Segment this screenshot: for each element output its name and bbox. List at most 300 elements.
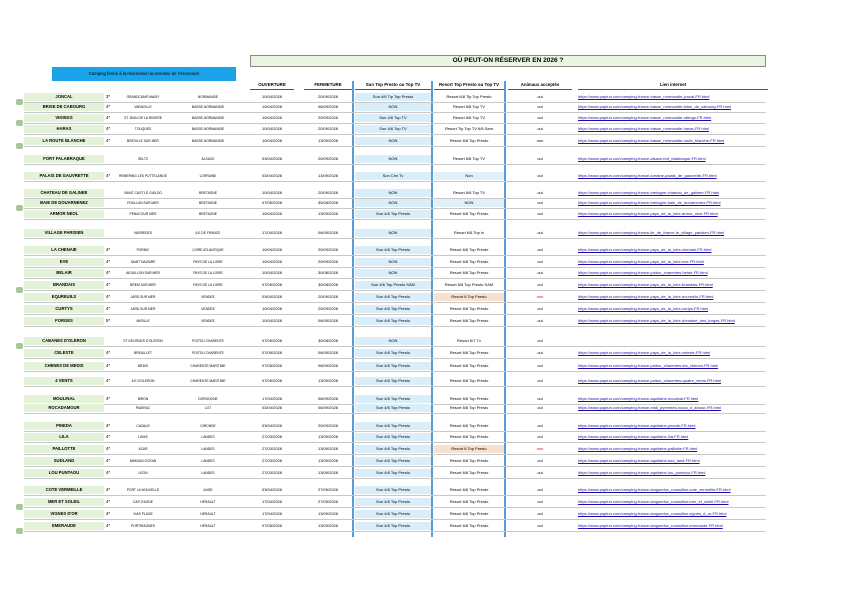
closing-date: 30/08/2026: [317, 338, 339, 343]
sun-booking: Sun 4/6 Top Presto: [355, 457, 431, 465]
closing-date: 13/09/2026: [317, 434, 339, 439]
sun-booking: Sun 4/6 Top Presto: [355, 422, 431, 430]
resort-booking: Resort 6/8 Top Presto: [449, 396, 489, 401]
campsite-link[interactable]: https://www.paptun.com/camping-france-alsace-fort_falabraque-FR.html: [578, 156, 706, 161]
closing-date: 20/09/2026: [317, 423, 339, 428]
campsite-name: BAIE DE DOUARNENEZ: [24, 199, 104, 207]
opening-date: 27/03/2026: [261, 470, 283, 475]
campsite-region: VENDEE: [201, 319, 215, 323]
header-lien: Lien internet: [578, 81, 768, 90]
campsite-region: PAYS DE LA LOIRE: [193, 283, 223, 287]
campsite-region: ILE DE FRANCE: [195, 231, 221, 235]
sun-booking: Sun 4/6 Top Presto: [355, 510, 431, 518]
campsite-region: POITOU CHARENTE: [192, 339, 224, 343]
campsite-town: BIRON: [137, 397, 149, 401]
opening-date: 07/05/2026: [261, 350, 283, 355]
campsite-region: PAYS DE LA LOIRE: [193, 260, 223, 264]
animals-accepted: oui: [537, 405, 543, 410]
campsite-stars: 4*: [105, 511, 111, 516]
resort-booking: Resort 6/8 Top Presto: [449, 270, 489, 275]
resort-booking: Resort 6/8 Top Presto: [449, 511, 489, 516]
campsite-link[interactable]: https://www.paptun.com/camping-france-midi_pyrenees-rocca_d_amour-FR.html: [578, 405, 721, 410]
sun-booking: NON: [355, 337, 431, 345]
closing-date: 06/09/2026: [317, 230, 339, 235]
sun-booking: Sun 4/6 Top Presto: [355, 210, 431, 218]
campsite-name: 4 VENTS: [24, 377, 104, 385]
campsite-region: CHARENTE MARITIME: [190, 364, 226, 368]
campsite-town: VARREDES: [134, 231, 152, 235]
opening-date: 17/04/2026: [261, 230, 283, 235]
table-row: [0, 258, 842, 267]
campsite-town: JARD SUR MER: [130, 307, 156, 311]
closing-date: 13/09/2026: [317, 470, 339, 475]
animals-accepted: oui: [537, 270, 543, 275]
ascension-note: Camping fermé à la réservation la semaine de l'Ascension: [52, 67, 236, 81]
campsite-link[interactable]: https://www.paptun.com/camping-france-basse_normandie-joncal-FR.html: [578, 94, 710, 99]
opening-date: 07/05/2026: [261, 200, 283, 205]
campsite-stars: 4*: [105, 350, 111, 355]
closing-date: 30/08/2026: [317, 200, 339, 205]
closing-date: 30/08/2026: [317, 282, 339, 287]
campsite-town: SAINT NAZAIRE: [130, 260, 156, 264]
animals-accepted: non: [536, 294, 544, 299]
row-divider: [24, 238, 766, 239]
animals-accepted: oui: [537, 259, 543, 264]
animals-accepted: oui: [537, 338, 543, 343]
campsite-stars: 4*: [105, 446, 111, 451]
row-divider: [24, 255, 766, 256]
resort-booking: Resort 6/8 Top Presto: [449, 350, 489, 355]
closing-date: 30/08/2026: [317, 270, 339, 275]
sun-booking: Sun 4/6 Top Presto: [355, 486, 431, 494]
table-row: [0, 293, 842, 302]
row-divider: [24, 478, 766, 479]
campsite-link[interactable]: https://www.paptun.com/camping-france-pays_de_la_loire-brandais-FR.html: [578, 282, 713, 287]
campsite-region: BASSE-NORMANDIE: [191, 105, 225, 109]
resort-booking: Resort 6/8 Top Presto: [449, 458, 489, 463]
campsite-name: BRANDAIS: [24, 281, 104, 289]
campsite-link[interactable]: https://www.paptun.com/camping-france-pays_de_la_loire-armor_neol-FR.html: [578, 211, 718, 216]
campsite-stars: 4*: [105, 396, 111, 401]
campsite-town: BREVILLE SUR MER: [127, 139, 159, 143]
closing-date: 13/09/2026: [317, 211, 339, 216]
sun-booking: Sun 4/6 Top Presto: [355, 362, 431, 370]
campsite-stars: 4*: [105, 423, 111, 428]
sun-booking: Sun 4/6 Top Presto: [355, 445, 431, 453]
table-row: [0, 137, 842, 146]
resort-booking: Resort 6/7 Tv: [457, 338, 481, 343]
campsite-link[interactable]: https://www.paptun.com/camping-france-pays_de_la_loire-ecureuils-FR.html: [578, 294, 714, 299]
campsite-name: EQUREUILS: [24, 293, 104, 301]
opening-date: 03/04/2026: [261, 405, 283, 410]
closing-date: 20/09/2026: [317, 126, 339, 131]
animals-accepted: oui: [537, 487, 543, 492]
opening-date: 10/04/2026: [261, 247, 283, 252]
opening-date: 10/04/2026: [261, 306, 283, 311]
closing-date: 06/09/2026: [317, 396, 339, 401]
campsite-stars: 4*: [105, 470, 111, 475]
header-ouverture: OUVERTURE: [250, 81, 294, 90]
campsite-link[interactable]: https://www.paptun.com/camping-france-languedoc_roussillon-cote_vermeille-FR.html: [578, 487, 731, 492]
table-row: [0, 114, 842, 123]
opening-date: 03/04/2026: [261, 487, 283, 492]
opening-date: 07/05/2026: [261, 282, 283, 287]
animals-accepted: oui: [537, 190, 543, 195]
row-divider: [24, 290, 766, 291]
campsite-region: LANDES: [201, 447, 215, 451]
animals-accepted: oui: [537, 94, 543, 99]
closing-date: 20/09/2026: [317, 306, 339, 311]
sun-booking: Sun 4/6 Top Presto: [355, 349, 431, 357]
table-row: [0, 305, 842, 314]
animals-accepted: oui: [537, 230, 543, 235]
opening-date: 27/03/2026: [261, 458, 283, 463]
closing-date: 20/09/2026: [317, 94, 339, 99]
closing-date: 20/09/2026: [317, 190, 339, 195]
row-divider: [24, 507, 766, 508]
opening-date: 17/04/2026: [261, 396, 283, 401]
campsite-region: HERAULT: [200, 524, 216, 528]
campsite-link[interactable]: https://www.paptun.com/camping-france-languedoc_roussillon-mer_et_soleil-FR.html: [578, 499, 729, 504]
resort-booking: Resort 6/8 Top TV: [452, 190, 486, 195]
campsite-region: VENDEE: [201, 295, 215, 299]
animals-accepted: oui: [537, 423, 543, 428]
campsite-town: MEDIS: [137, 364, 149, 368]
resort-booking: Resort 6/8 Tip Top Presto: [446, 94, 492, 99]
campsite-link[interactable]: https://www.paptun.com/camping-france-pays_de_la_loire-eve-FR.html: [578, 259, 704, 264]
opening-date: 03/04/2026: [261, 294, 283, 299]
campsite-region: GIRONDE: [200, 424, 216, 428]
opening-date: 10/04/2026: [261, 138, 283, 143]
row-divider: [24, 134, 766, 135]
resort-booking: Resort 6/8 Top Presto: [449, 363, 489, 368]
row-divider: [24, 495, 766, 496]
closing-date: 06/09/2026: [317, 363, 339, 368]
table-row: [0, 404, 842, 413]
table-row: [0, 395, 842, 404]
campsite-link[interactable]: https://www.paptun.com/camping-france-pays_de_la_loire-domaine_des_forges-FR.html: [578, 318, 735, 323]
campsite-link[interactable]: https://www.paptun.com/camping-france-pays_de_la_loire-celeste-FR.html: [578, 350, 711, 355]
row-divider: [24, 219, 766, 220]
campsite-stars: 4*: [105, 259, 111, 264]
campsite-stars: 4*: [105, 487, 111, 492]
campsite-region: LOIRE ATLANTIQUE: [192, 248, 224, 252]
animals-accepted: oui: [537, 470, 543, 475]
campsite-region: ALSACE: [201, 157, 215, 161]
campsite-stars: 4*: [105, 247, 111, 252]
closing-date: 20/09/2026: [317, 247, 339, 252]
campsite-town: JARD SUR MER: [130, 295, 156, 299]
campsite-town: ST GEORGES D'OLERON: [123, 339, 163, 343]
table-row: [0, 433, 842, 442]
table-row: [0, 93, 842, 102]
opening-date: 07/05/2026: [261, 338, 283, 343]
closing-date: 13/09/2026: [317, 511, 339, 516]
campsite-town: SELTZ: [137, 157, 148, 161]
animals-accepted: oui: [537, 350, 543, 355]
campsite-stars: 4*: [105, 378, 111, 383]
closing-date: 06/09/2026: [317, 405, 339, 410]
opening-date: 03/04/2026: [261, 423, 283, 428]
closing-date: 06/09/2026: [317, 350, 339, 355]
resort-booking: Resort 6/8 Top tv: [453, 230, 485, 235]
table-row: [0, 281, 842, 290]
resort-booking: Non: [434, 172, 504, 180]
campsite-stars: 4*: [105, 138, 111, 143]
opening-date: 10/04/2026: [261, 270, 283, 275]
campsite-name: CELESTE: [24, 349, 104, 357]
row-divider: [24, 466, 766, 467]
resort-booking: Resort 6/8 Top Presto: [449, 523, 489, 528]
campsite-link[interactable]: https://www.paptun.com/camping-france-aquitaine-lou_puntaou-FR.html: [578, 470, 706, 475]
campsite-link[interactable]: https://www.paptun.com/camping-france-basse_normandie-route_blanche-FR.html: [578, 138, 725, 143]
campsite-name: MER ET SOLEIL: [24, 498, 104, 506]
campsite-stars: 4*: [105, 306, 111, 311]
closing-date: 27/09/2026: [317, 499, 339, 504]
campsite-stars: 4*: [105, 173, 111, 178]
campsite-link[interactable]: https://www.paptun.com/camping-france-basse_normandie-haras-FR.html: [578, 126, 709, 131]
sun-booking: Sun 4/6 Top Presto: [355, 305, 431, 313]
campsite-region: BASSE-NORMANDIE: [191, 127, 225, 131]
animals-accepted: oui: [537, 458, 543, 463]
table-row: [0, 422, 842, 431]
table-row: [0, 229, 842, 238]
campsite-link[interactable]: https://www.paptun.com/camping-france-bretagne-chateau_de_galinee-FR.html: [578, 190, 719, 195]
campsite-region: LORRAINE: [199, 174, 217, 178]
campsite-name: COTE VERMEILLE: [24, 486, 104, 494]
campsite-town: BREM SUR MER: [130, 283, 156, 287]
campsite-region: VENDEE: [201, 307, 215, 311]
row-divider: [24, 314, 766, 315]
campsite-link[interactable]: https://www.paptun.com/camping-france-ile_de_france-le_village_parisien-FR.html: [578, 230, 725, 235]
resort-booking: Resort 6/8 Top Presto: [449, 487, 489, 492]
opening-date: 10/04/2026: [261, 115, 283, 120]
header-animaux: Animaux acceptés: [508, 81, 572, 90]
opening-date: 10/04/2026: [261, 104, 283, 109]
closing-date: 20/09/2026: [317, 294, 339, 299]
campsite-name: CHENES DE MEDIS: [24, 362, 104, 370]
resort-booking: Resort 6/8 Top Presto: [449, 318, 489, 323]
campsite-region: LANDES: [201, 471, 215, 475]
row-divider: [24, 208, 766, 209]
campsite-link[interactable]: https://www.paptun.com/camping-france-poitou_charentes-les_chenes-FR.html: [578, 363, 719, 368]
animals-accepted: oui: [537, 434, 543, 439]
sun-booking: NON: [355, 258, 431, 266]
campsite-name: LA CHENAIE: [24, 246, 104, 254]
opening-date: 10/04/2026: [261, 318, 283, 323]
campsite-link[interactable]: https://www.paptun.com/camping-france-basse_normandie-vikings-FR.html: [578, 115, 712, 120]
campsite-stars: 4*: [105, 434, 111, 439]
table-row: [0, 210, 842, 219]
campsite-name: PAILLOTTE: [24, 445, 104, 453]
animals-accepted: oui: [537, 363, 543, 368]
row-divider: [24, 413, 766, 414]
resort-booking: Resort 6/8 Top Presto: [449, 405, 489, 410]
row-divider: [24, 371, 766, 372]
row-divider: [24, 326, 766, 327]
resort-booking: Resort Tip Top TV 6/8 Sam: [445, 126, 493, 131]
resort-booking: Resort 6/8 Top Presto: [449, 211, 489, 216]
row-divider: [24, 519, 766, 520]
campsite-town: SAINT CAST LE GUILDO: [124, 191, 162, 195]
row-divider: [24, 267, 766, 268]
opening-date: 03/04/2026: [261, 173, 283, 178]
campsite-link[interactable]: https://www.paptun.com/camping-france-basse_normandie-brise_de_cabourg-FR.html: [578, 104, 731, 109]
row-divider: [24, 442, 766, 443]
campsite-town: VARAVILLE: [134, 105, 152, 109]
campsite-region: BASSE-NORMANDIE: [191, 139, 225, 143]
campsite-region: HERAULT: [200, 512, 216, 516]
opening-date: 07/05/2026: [261, 363, 283, 368]
campsite-town: MIMIZAN OCEAN: [129, 459, 157, 463]
campsite-town: REMERING LES PUTTELANGE: [119, 174, 167, 178]
resort-booking: Resort 6/8 Top TV: [452, 104, 486, 109]
row-divider: [24, 531, 766, 532]
campsite-name: CHATEAU DE GALINEE: [24, 189, 104, 197]
campsite-town: CAP D'AGDE: [133, 500, 153, 504]
sun-booking: Sun 4/6 Top Presto: [355, 293, 431, 301]
animals-accepted: oui: [537, 499, 543, 504]
table-row: [0, 377, 842, 386]
animals-accepted: oui: [537, 306, 543, 311]
row-divider: [24, 302, 766, 303]
sun-booking: Sun 4/6 Top Presto: [355, 404, 431, 412]
row-divider: [24, 146, 766, 147]
table-row: [0, 510, 842, 519]
closing-date: 13/09/2026: [317, 173, 339, 178]
opening-date: 27/03/2026: [261, 434, 283, 439]
campsite-name: JONCAL: [24, 93, 104, 101]
campsite-link[interactable]: https://www.paptun.com/camping-france-aquitaine-moulinal-FR.html: [578, 396, 699, 401]
opening-date: 03/04/2026: [261, 156, 283, 161]
campsite-region: BRETAGNE: [199, 201, 217, 205]
closing-date: 13/09/2026: [317, 523, 339, 528]
table-row: [0, 457, 842, 466]
sun-booking: Sun 4/6 Top Presto: [355, 498, 431, 506]
resort-booking: Resort 6/8 Top Presto: [449, 434, 489, 439]
campsite-name: VILLAGE PARISIEN: [24, 229, 104, 237]
campsite-town: PENACOUR MER: [129, 212, 157, 216]
animals-accepted: oui: [537, 378, 543, 383]
campsite-name: HARAS: [24, 125, 104, 133]
sun-booking: Sun 4/6 Top Presto: [355, 395, 431, 403]
campsite-name: MOULINAL: [24, 395, 104, 403]
campsite-town: GRANDCAMP-MAISY: [126, 95, 160, 99]
campsite-link[interactable]: https://www.paptun.com/camping-france-aquitaine-lila-FR.html: [578, 434, 689, 439]
campsite-link[interactable]: https://www.paptun.com/camping-france-lorraine-palais_de_gauvrette-FR.html: [578, 173, 717, 178]
closing-date: 13/09/2026: [317, 446, 339, 451]
campsite-name: ROCADAMOUR: [24, 404, 104, 412]
sun-booking: NON: [355, 189, 431, 197]
table-row: [0, 349, 842, 358]
campsite-link[interactable]: https://www.paptun.com/camping-france-aquitaine-pinede-FR.html: [578, 423, 696, 428]
opening-date: 10/04/2026: [261, 94, 283, 99]
row-divider: [24, 431, 766, 432]
resort-booking: Resort 6/8 Top Presto: [449, 470, 489, 475]
campsite-town: ST JEAN DE LA RIVIERE: [124, 116, 162, 120]
campsite-name: FORT FALABRAQUE: [24, 155, 104, 163]
table-row: [0, 522, 842, 531]
campsite-town: ILE D'OLERON: [131, 379, 155, 383]
resort-booking: Resort 6/8 Top Presto: [449, 378, 489, 383]
campsite-region: DORDOGNE: [198, 397, 218, 401]
campsite-link[interactable]: https://www.paptun.com/camping-france-pays_de_la_loire-curtys-FR.html: [578, 306, 709, 311]
animals-accepted: oui: [537, 282, 543, 287]
resort-booking: Resort 6/8 Top Presto: [449, 138, 489, 143]
header-resort: Resort Top Presto ou Top TV: [434, 81, 504, 90]
campsite-link[interactable]: https://www.paptun.com/camping-france-languedoc_roussillon-emeraude-FR.html: [578, 523, 723, 528]
campsite-name: VIKINGS: [24, 114, 104, 122]
campsite-link[interactable]: https://www.paptun.com/camping-france-poitou_charentes-belair-FR.html: [578, 270, 708, 275]
page-title: OÙ PEUT-ON RÉSERVER EN 2026 ?: [250, 55, 766, 67]
animals-accepted: oui: [537, 104, 543, 109]
campsite-town: POULLAN SUR MER: [127, 201, 159, 205]
campsite-town: PORT LA NOUVELLE: [126, 488, 160, 492]
table-row: [0, 317, 842, 326]
closing-date: 06/09/2026: [317, 318, 339, 323]
campsite-town: AVRILLE: [136, 319, 150, 323]
table-row: [0, 269, 842, 278]
closing-date: 06/09/2026: [317, 104, 339, 109]
table-row: [0, 189, 842, 198]
campsite-link[interactable]: https://www.paptun.com/camping-france-languedoc_roussillon-vignes_d_or-FR.html: [578, 511, 727, 516]
resort-booking: Resort 6/8 Top Presto SAM: [444, 282, 494, 287]
row-divider: [24, 181, 766, 182]
table-row: [0, 337, 842, 346]
animals-accepted: oui: [537, 523, 543, 528]
sun-booking: Sun 4/6 Top TV: [355, 125, 431, 133]
sun-booking: Sun 4/6 Top Presto: [355, 246, 431, 254]
campsite-stars: 4*: [105, 458, 111, 463]
campsite-stars: 4*: [105, 282, 111, 287]
campsite-name: EVE: [24, 258, 104, 266]
campsite-town: TOUQUES: [134, 127, 152, 131]
row-divider: [24, 386, 766, 387]
sun-booking: Sun 4/6 Top Presto: [355, 377, 431, 385]
campsite-link[interactable]: https://www.paptun.com/camping-france-pays_de_la_loire-chenaie-FR.html: [578, 247, 712, 252]
campsite-link[interactable]: https://www.paptun.com/camping-france-aquitaine-sud_land-FR.html: [578, 458, 700, 463]
campsite-stars: 3*: [105, 94, 111, 99]
campsite-town: LINXE: [138, 435, 148, 439]
row-divider: [24, 278, 766, 279]
campsite-link[interactable]: https://www.paptun.com/camping-france-aquitaine-paillotte-FR.html: [578, 446, 698, 451]
campsite-town: VIAS PLAGE: [133, 512, 153, 516]
campsite-region: HERAULT: [200, 500, 216, 504]
animals-accepted: oui: [537, 396, 543, 401]
campsite-stars: 4*: [105, 126, 111, 131]
resort-booking: NON: [434, 199, 504, 207]
animals-accepted: oui: [537, 511, 543, 516]
campsite-name: CURTYS: [24, 305, 104, 313]
campsite-link[interactable]: https://www.paptun.com/camping-france-poitou_charentes-quatre_vents-FR.html: [578, 378, 721, 383]
sun-booking: Sun 4/6 Top TV: [355, 114, 431, 122]
campsite-town: BREUILLET: [134, 351, 152, 355]
campsite-region: NORMANDIE: [197, 95, 219, 99]
campsite-name: EMERAUDE: [24, 522, 104, 530]
resort-booking: Resort 6 Top Presto: [434, 293, 504, 301]
row-divider: [24, 346, 766, 347]
sun-booking: Sun 4/6 Tip Top Presto: [355, 93, 431, 101]
animals-accepted: oui: [537, 247, 543, 252]
campsite-stars: 4*: [105, 104, 111, 109]
campsite-link[interactable]: https://www.paptun.com/camping-france-bretagne-baie_de_douarnenez-FR.html: [578, 200, 721, 205]
row-divider: [24, 454, 766, 455]
sun-booking: Sun 4/6 Top Presto SAM: [355, 281, 431, 289]
table-row: [0, 125, 842, 134]
table-row: [0, 199, 842, 208]
campsite-town: AZUR: [138, 447, 148, 451]
table-row: [0, 445, 842, 454]
